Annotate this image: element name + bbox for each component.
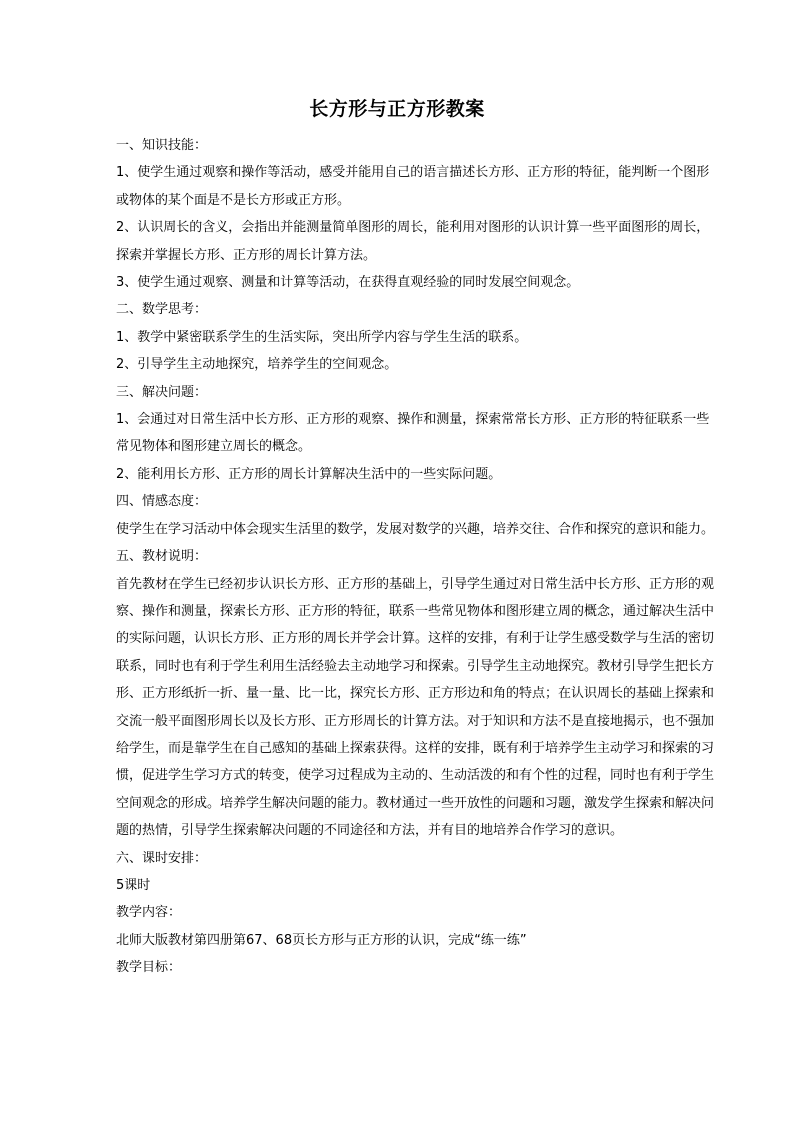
- section-heading-content: 教学内容：: [116, 905, 182, 921]
- section-heading-goals: 教学目标：: [116, 960, 182, 976]
- section-heading-textbook: 五、教材说明：: [116, 549, 208, 565]
- section-heading-math-thinking: 二、数学思考：: [116, 302, 208, 318]
- paragraph: 1、教学中紧密联系学生的生活实际，突出所学内容与学生生活的联系。: [116, 329, 528, 345]
- document-body: [116, 132, 720, 982]
- paragraph: 1、使学生通过观察和操作等活动，感受并能用自己的语言描述长方形、正方形的特征，能判断一个图形或物体的某个面是不是长方形或正方形。: [116, 165, 710, 208]
- paragraph: 首先教材在学生已经初步认识长方形、正方形的基础上，引导学生通过对日常生活中长方形、正方形的观察、操作和测量，探索长方形、正方形的特征，联系一些常见物体和图形建立周的概念，通过解决生活中的实际问题，认识长方形、正方形的周长并学会计算。这样的安排，有利于让学生感受数学与生活的密切联系，同时也有利于学生利用生活经验去主动地学习和探索。引导学生主动地探究。教材引导学生把长方形、正方形纸折一折、量一量、比一比，探究长方形、正方形边和角的特点；在认识周长的基础上探索和交流一般平面图形周长以及长方形、正方形周长的计算方法。对于知识和方法不是直接地揭示，也不强加给学生，而是靠学生在自己感知的基础上探索获得。这样的安排，既有利于培养学生主动学习和探索的习惯，促进学生学习方式的转变，使学习过程成为主动的、生动活泼的和有个性的过程，同时也有利于学生空间观念的形成。培养学生解决问题的能力。教材通过一些开放性的问题和习题，激发学生探索和解决问题的热情，引导学生探索解决问题的不同途径和方法，并有目的地培养合作学习的意识。: [116, 576, 715, 839]
- document-title: 长方形与正方形教案: [309, 98, 485, 120]
- paragraph: 5课时: [116, 877, 151, 893]
- section-heading-attitude: 四、情感态度：: [116, 494, 208, 510]
- paragraph: 3、使学生通过观察、测量和计算等活动，在获得直观经验的同时发展空间观念。: [116, 275, 580, 291]
- paragraph: 北师大版教材第四册第67、68页长方形与正方形的认识，完成“练一练”: [116, 932, 527, 948]
- section-heading-knowledge: 一、知识技能：: [116, 138, 208, 153]
- section-heading-schedule: 六、课时安排：: [116, 850, 208, 866]
- paragraph: 2、认识周长的含义，会指出并能测量简单图形的周长，能利用对图形的认识计算一些平面图形的周长，探索并掌握长方形、正方形的周长计算方法。: [116, 220, 710, 263]
- paragraph: 使学生在学习活动中体会现实生活里的数学，发展对数学的兴趣，培养交往、合作和探究的意识和能力。: [116, 521, 715, 537]
- paragraph: 2、引导学生主动地探究，培养学生的空间观念。: [116, 357, 398, 373]
- paragraph: 2、能利用长方形、正方形的周长计算解决生活中的一些实际问题。: [116, 466, 502, 482]
- section-heading-problem-solving: 三、解决问题：: [116, 384, 208, 400]
- paragraph: 1、会通过对日常生活中长方形、正方形的观察、操作和测量，探索常常长方形、正方形的特征联系一些常见物体和图形建立周长的概念。: [116, 412, 710, 455]
